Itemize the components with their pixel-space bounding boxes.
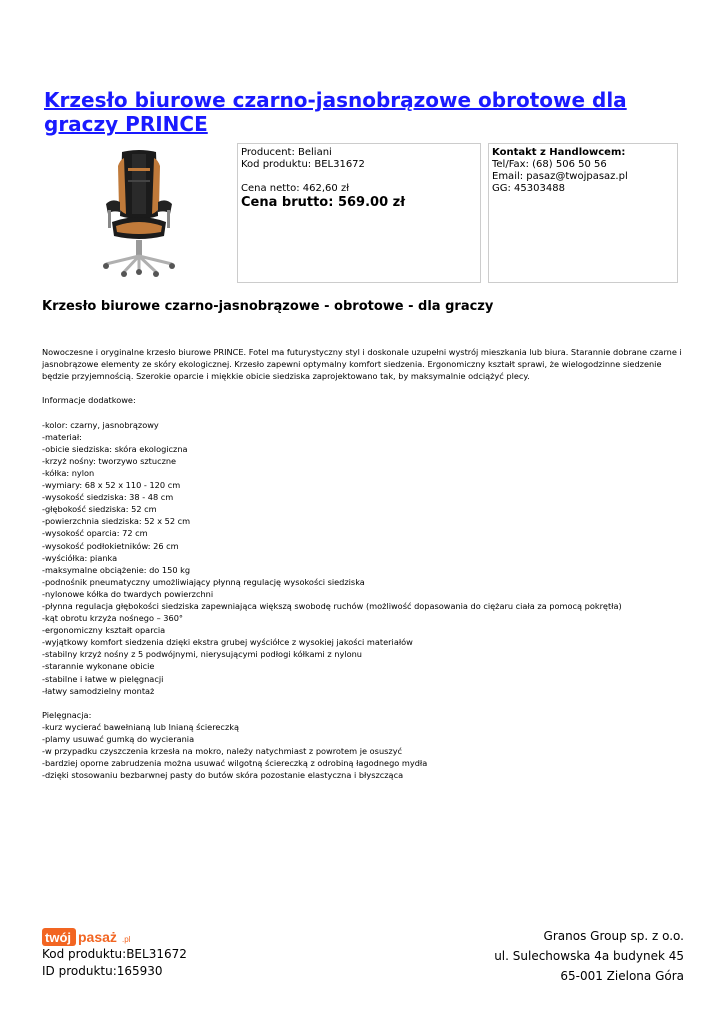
chair-image	[94, 146, 184, 278]
description-line: -głębokość siedziska: 52 cm	[42, 504, 157, 515]
blank-line	[42, 697, 684, 709]
company-street: ul. Sulechowska 4a budynek 45	[494, 949, 684, 963]
description-line: -plamy usuwać gumką do wycierania	[42, 734, 195, 744]
description-line: -kółka: nylon	[42, 467, 95, 478]
description-line: -powierzchnia siedziska: 52 x 52 cm	[42, 516, 191, 527]
description-line: -kąt obrotu krzyża nośnego – 360°	[42, 613, 184, 624]
section-heading: Krzesło biurowe czarno-jasnobrązowe - obrotowe - dla graczy	[42, 299, 494, 314]
product-title-link[interactable]: Krzesło biurowe czarno-jasnobrązowe obrotowe dla graczy PRINCE	[44, 88, 627, 136]
footer-company	[494, 926, 684, 986]
description	[42, 346, 684, 781]
description-line: -wymiary: 68 x 52 x 110 - 120 cm	[42, 480, 181, 491]
producer: Producent: Beliani	[241, 147, 332, 158]
blank-line	[42, 382, 684, 394]
company-city: 65-001 Zielona Góra	[560, 969, 684, 983]
description-line: -bardziej oporne zabrudzenia można usuwać wilgotną ściereczką z odrobiną łagodnego mydła	[42, 758, 428, 769]
footer-product-code: Kod produktu:BEL31672	[42, 947, 187, 961]
description-line: -nylonowe kółka do twardych powierzchni	[42, 588, 214, 599]
description-line: -starannie wykonane obicie	[42, 661, 155, 672]
gross-price: Cena brutto: 569.00 zł	[241, 195, 406, 210]
footer-product-info	[42, 946, 187, 980]
contact-gg: GG: 45303488	[492, 183, 565, 194]
contact-email: Email: pasaz@twojpasaz.pl	[492, 171, 628, 182]
net-price: Cena netto: 462,60 zł	[241, 183, 350, 194]
description-line: -kolor: czarny, jasnobrązowy	[42, 419, 159, 430]
description-line: -obicie siedziska: skóra ekologiczna	[42, 443, 188, 454]
description-line: -płynna regulacja głębokości siedziska zapewniająca większą swobodę ruchów (możliwość dopasowania do ciężaru ciała za pomocą pokrętła)	[42, 600, 622, 611]
description-line: -stabilne i łatwe w pielęgnacji	[42, 673, 164, 684]
company-name: Granos Group sp. z o.o.	[543, 929, 684, 943]
contact-tel: Tel/Fax: (68) 506 50 56	[492, 159, 607, 170]
description-line: -wyściółka: pianka	[42, 552, 118, 563]
description-line: Pielęgnacja:	[42, 709, 92, 720]
description-line: -wyjątkowy komfort siedzenia dzięki ekstra grubej wyściółce z wysokiej jakości materiałów	[42, 637, 413, 648]
contact-box	[488, 143, 678, 283]
description-line: -materiał:	[42, 431, 82, 442]
description-line: -wysokość siedziska: 38 - 48 cm	[42, 492, 174, 503]
logo-text-1: twój	[45, 930, 71, 945]
description-line: -stabilny krzyż nośny z 5 podwójnymi, nierysującymi podłogi kółkami z nylonu	[42, 649, 362, 660]
blank-line	[42, 406, 684, 418]
description-line: Nowoczesne i oryginalne krzesło biurowe PRINCE. Fotel ma futurystyczny styl i doskonale uzupełni wystrój mieszkania lub biura. Starannie dobrane czarne i jasnobrązowe elementy ze skóry ekologicznej. Krzesło zapewni optymalny komfort siedzenia. Ergonomiczny kształt sprawi, że wielogodzinne siedzenie będzie przyjemnością. Szerokie oparcie i miękkie obicie siedziska zaprojektowano tak, by maksymalnie odciążyć plecy.	[42, 347, 682, 382]
description-line: Informacje dodatkowe:	[42, 395, 136, 406]
product-info-box	[237, 143, 481, 283]
description-line: -maksymalne obciążenie: do 150 kg	[42, 564, 191, 575]
description-line: -podnośnik pneumatyczny umożliwiający płynną regulację wysokości siedziska	[42, 576, 365, 587]
description-line: -łatwy samodzielny montaż	[42, 685, 155, 696]
contact-heading: Kontakt z Handlowcem:	[492, 147, 626, 158]
logo-text-3: .pl	[122, 935, 131, 944]
logo-text-2: pasaż	[78, 929, 117, 945]
description-line: -wysokość podłokietników: 26 cm	[42, 540, 179, 551]
product-code: Kod produktu: BEL31672	[241, 159, 365, 170]
description-line: -krzyż nośny: tworzywo sztuczne	[42, 455, 177, 466]
description-line: -wysokość oparcia: 72 cm	[42, 528, 148, 539]
description-line: -dzięki stosowaniu bezbarwnej pasty do butów skóra pozostanie elastyczna i błyszcząca	[42, 770, 404, 781]
description-line: -kurz wycierać bawełnianą lub lnianą ściereczką	[42, 721, 239, 732]
description-line: -ergonomiczny kształt oparcia	[42, 625, 166, 636]
description-line: -w przypadku czyszczenia krzesła na mokro, należy natychmiast z powrotem je osuszyć	[42, 746, 403, 757]
office-chair-icon	[94, 146, 184, 278]
footer-product-id: ID produktu:165930	[42, 964, 163, 978]
